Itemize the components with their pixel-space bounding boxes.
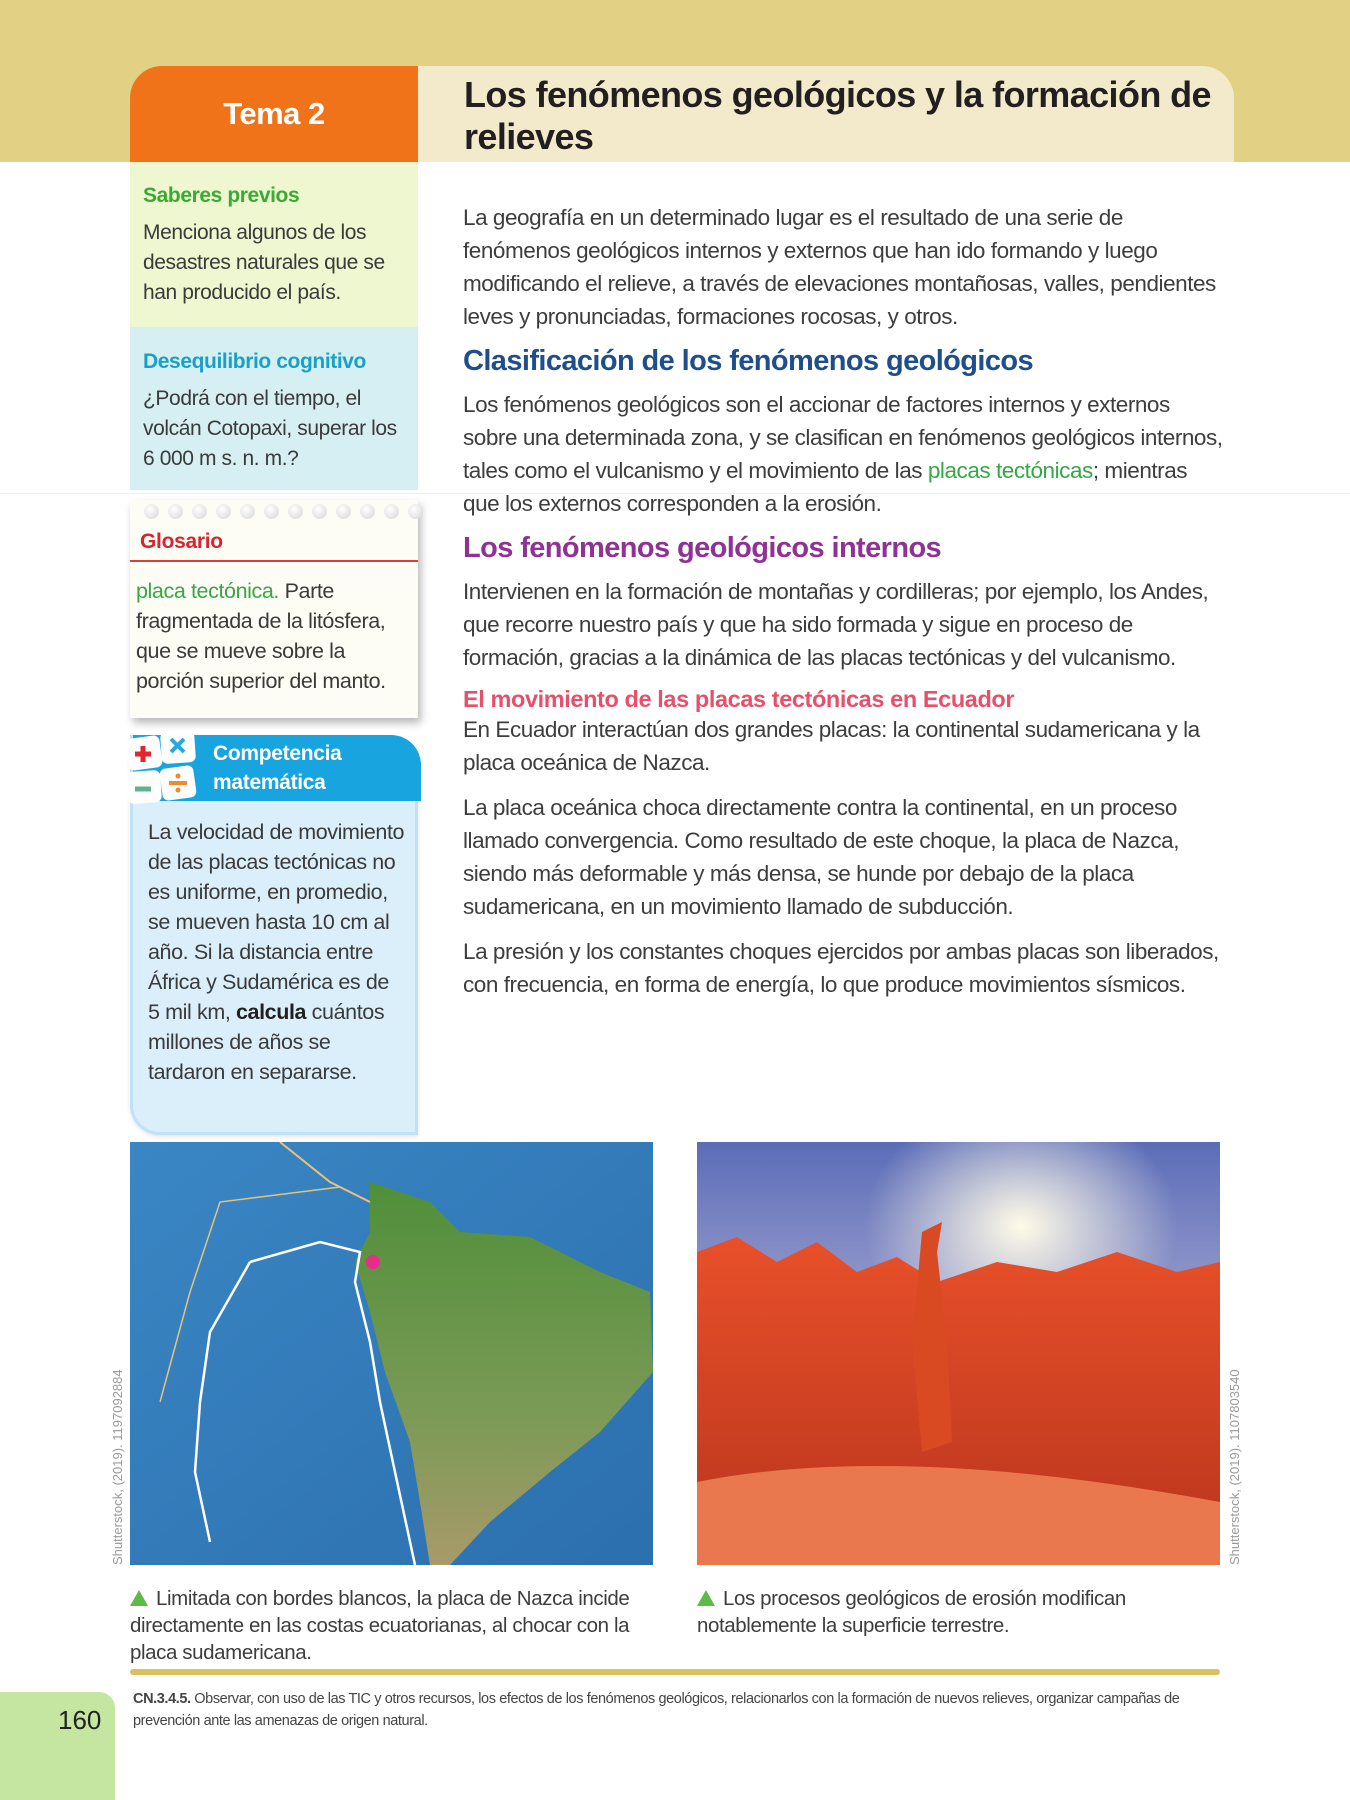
placas-tectonicas-glossary-link[interactable]: placas tectónicas: [927, 458, 1093, 483]
saberes-heading: Saberes previos: [143, 184, 300, 207]
desequilibrio-heading: Desequilibrio cognitivo: [143, 350, 366, 373]
tectonic-map-image: [130, 1142, 653, 1565]
glosario-card: [130, 500, 418, 718]
saberes-previos-box: [130, 162, 418, 327]
saberes-text: Menciona algunos de los desastres naturales que se han producido el país.: [143, 221, 385, 304]
glosario-definition: Parte fragmentada de la litósfera, que se mueve sobre la porción superior del manto.: [136, 579, 386, 693]
triangle-bullet-icon: [697, 1590, 715, 1606]
competencia-bold: calcula: [235, 1000, 307, 1024]
desequilibrio-box: [130, 327, 418, 490]
page-title: Los fenómenos geológicos y la formación de relieves: [464, 74, 1211, 157]
triangle-bullet-icon: [130, 1590, 148, 1606]
competencia-heading: [213, 739, 342, 797]
standard-code: CN.3.4.5.: [133, 1691, 191, 1707]
page-number: 160: [58, 1705, 102, 1735]
main-content: [463, 201, 1223, 1013]
desequilibrio-text: ¿Podrá con el tiempo, el volcán Cotopaxi, superar los 6 000 m s. n. m.?: [143, 387, 397, 470]
competencia-matematica-box: [130, 735, 418, 1135]
erosion-canyon-image: [697, 1142, 1220, 1565]
curriculum-standard: [133, 1688, 1223, 1732]
photo-credit-left: Shutterstock, (2019). 1197092884: [110, 1369, 125, 1565]
intro-paragraph: La geografía en un determinado lugar es el resultado de una serie de fenómenos geológicos internos y externos que han ido formando y luego modificando el relieve, a través de elevaciones montañosas, valles, pendientes leves y pronunciadas, formaciones rocosas, y otros.: [463, 205, 1216, 329]
caption-left: [130, 1585, 660, 1666]
footer-rule: [130, 1669, 1220, 1675]
competencia-heading-line2: matemática: [213, 771, 326, 794]
glosario-entry: [136, 576, 414, 696]
notebook-rings: [144, 504, 423, 519]
competencia-text: [148, 817, 405, 1087]
heading-ecuador: El movimiento de las placas tectónicas en Ecuador: [463, 686, 1015, 712]
ecuador-paragraph-1: En Ecuador interactúan dos grandes placas: la continental sudamericana y la placa oceánica de Nazca.: [463, 717, 1200, 775]
glosario-heading: Glosario: [140, 530, 223, 553]
ecuador-paragraph-2: La placa oceánica choca directamente contra la continental, en un proceso llamado convergencia. Como resultado de este choque, la placa de Nazca, siendo más deformable y más densa, se hunde por debajo de la placa sudamericana, en un movimiento llamado de subducción.: [463, 795, 1179, 919]
math-operations-icon: [121, 727, 203, 809]
photo-credit-right: Shutterstock, (2019). 1107803540: [1227, 1369, 1242, 1565]
caption-left-text: Limitada con bordes blancos, la placa de Nazca incide directamente en las costas ecuatorianas, al chocar con la placa sudamericana.: [130, 1587, 630, 1664]
competencia-text-end: cuántos millones de años se tardaron en separarse.: [148, 1000, 385, 1084]
clasificacion-paragraph: [463, 388, 1223, 520]
internos-paragraph: Intervienen en la formación de montañas y cordilleras; por ejemplo, los Andes, que recorre nuestro país y que ha sido formada y sigue en proceso de formación, gracias a la dinámica de las placas tectónicas y del vulcanismo.: [463, 579, 1209, 670]
competencia-text-part: La velocidad de movimiento de las placas tectónicas no es uniforme, en promedio, se mueven hasta 10 cm al año. Si la distancia entre África y Sudamérica es de 5 mil km,: [148, 820, 405, 1024]
heading-internos: Los fenómenos geológicos internos: [463, 532, 942, 564]
text: Los fenómenos geológicos son el accionar de factores internos y externos sobre una determinada zona, y se clasifican en fenómenos geológicos internos, tales como el vulcanismo y el movimiento de las: [463, 392, 1223, 483]
ecuador-paragraph-3: La presión y los constantes choques ejercidos por ambas placas son liberados, con frecuencia, en forma de energía, lo que produce movimientos sísmicos.: [463, 939, 1219, 997]
caption-right: [697, 1585, 1197, 1639]
heading-clasificacion: Clasificación de los fenómenos geológicos: [463, 345, 1034, 377]
tema-label: Tema 2: [130, 66, 418, 162]
competencia-heading-line1: Competencia: [213, 742, 342, 765]
text: ; mientras que los externos corresponden a la erosión.: [463, 458, 1188, 516]
glosario-rule: [130, 560, 418, 562]
standard-text: Observar, con uso de las TIC y otros recursos, los efectos de los fenómenos geológicos, relacionarlos con la formación de nuevos relieves, organizar campañas de prevención ante las amenazas de origen natural.: [133, 1691, 1180, 1729]
glosario-term: placa tectónica.: [136, 579, 279, 603]
title-box: [418, 66, 1234, 162]
caption-right-text: Los procesos geológicos de erosión modifican notablemente la superficie terrestre.: [697, 1587, 1126, 1637]
